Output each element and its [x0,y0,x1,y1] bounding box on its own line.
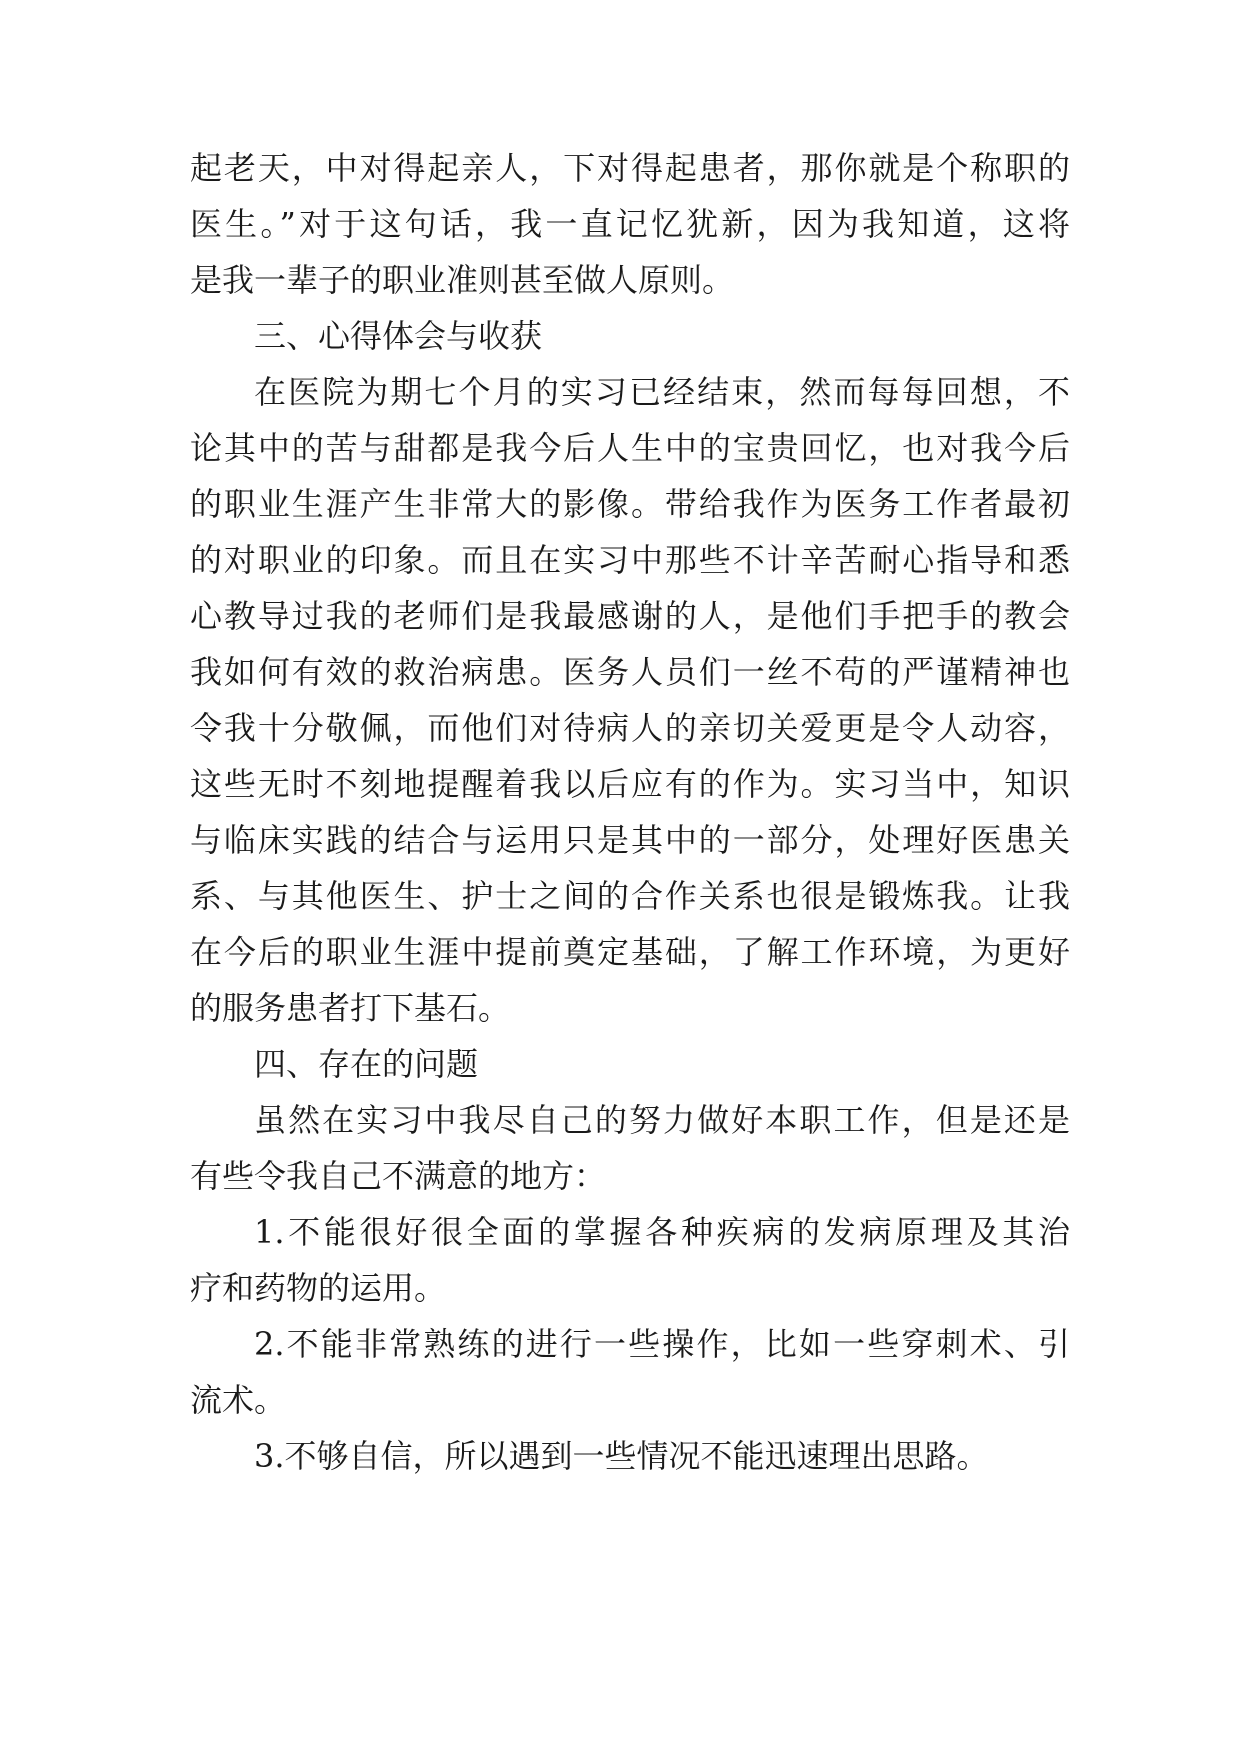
paragraph-line: 系、与其他医生、护士之间的合作关系也很是锻炼我。让我 [190,877,1070,915]
section-heading-4: 四、存在的问题 [254,1045,479,1083]
paragraph-line: 心教导过我的老师们是我最感谢的人，是他们手把手的教会 [190,597,1070,635]
list-item-3: 3.不够自信，所以遇到一些情况不能迅速理出思路。 [254,1437,989,1475]
paragraph-line: 论其中的苦与甜都是我今后人生中的宝贵回忆，也对我今后 [190,429,1070,467]
list-item-1-continuation: 疗和药物的运用。 [190,1269,447,1307]
paragraph-line: 在医院为期七个月的实习已经结束，然而每每回想，不 [254,373,1070,411]
paragraph-line: 是我一辈子的职业准则甚至做人原则。 [190,261,735,299]
paragraph-line: 医生。”对于这句话，我一直记忆犹新，因为我知道，这将 [190,205,1070,243]
paragraph-line: 的服务患者打下基石。 [190,989,511,1027]
paragraph-line: 起老天，中对得起亲人，下对得起患者，那你就是个称职的 [190,149,1070,187]
paragraph-line: 虽然在实习中我尽自己的努力做好本职工作，但是还是 [254,1101,1070,1139]
list-item-2-continuation: 流术。 [190,1381,287,1419]
list-item-1: 1.不能很好很全面的掌握各种疾病的发病原理及其治 [254,1213,1070,1251]
paragraph-line: 这些无时不刻地提醒着我以后应有的作为。实习当中，知识 [190,765,1070,803]
paragraph-line: 与临床实践的结合与运用只是其中的一部分，处理好医患关 [190,821,1070,859]
paragraph-line: 的对职业的印象。而且在实习中那些不计辛苦耐心指导和悉 [190,541,1070,579]
section-heading-3: 三、心得体会与收获 [254,317,543,355]
paragraph-line: 在今后的职业生涯中提前奠定基础，了解工作环境，为更好 [190,933,1070,971]
paragraph-line: 的职业生涯产生非常大的影像。带给我作为医务工作者最初 [190,485,1070,523]
paragraph-line: 有些令我自己不满意的地方： [190,1157,607,1195]
paragraph-line: 令我十分敬佩，而他们对待病人的亲切关爱更是令人动容， [190,709,1070,747]
paragraph-line: 我如何有效的救治病患。医务人员们一丝不苟的严谨精神也 [190,653,1070,691]
list-item-2: 2.不能非常熟练的进行一些操作，比如一些穿刺术、引 [254,1325,1070,1363]
